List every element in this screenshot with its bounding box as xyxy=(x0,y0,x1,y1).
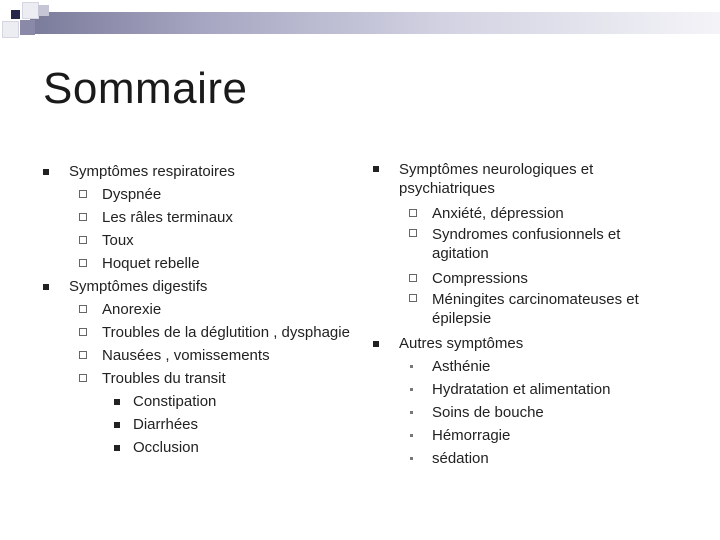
dot-bullet-icon xyxy=(410,434,413,437)
list-item: Hémorragie xyxy=(372,424,672,447)
sub-list-item: Diarrhées xyxy=(42,413,352,436)
hollow-square-bullet-icon xyxy=(79,213,87,221)
square-bullet-icon xyxy=(114,445,120,451)
list-item: Méningites carcinomateuses et épilepsie xyxy=(372,290,672,328)
dot-bullet-icon xyxy=(410,457,413,460)
section-heading: Symptômes neurologiques et psychiatriques xyxy=(372,160,672,198)
list-item: sédation xyxy=(372,447,672,470)
slide-title: Sommaire xyxy=(43,64,248,113)
square-bullet-icon xyxy=(43,169,49,175)
list-item: Asthénie xyxy=(372,355,672,378)
square-bullet-icon xyxy=(114,422,120,428)
list-item: Troubles du transit xyxy=(42,367,352,390)
decorative-square xyxy=(20,20,35,35)
hollow-square-bullet-icon xyxy=(409,274,417,282)
hollow-square-bullet-icon xyxy=(79,190,87,198)
sub-list-item: Occlusion xyxy=(42,436,352,459)
hollow-square-bullet-icon xyxy=(79,351,87,359)
square-bullet-icon xyxy=(373,341,379,347)
section-heading: Symptômes respiratoires xyxy=(42,160,352,183)
list-item: Les râles terminaux xyxy=(42,206,352,229)
hollow-square-bullet-icon xyxy=(79,328,87,336)
list-item: Troubles de la déglutition , dysphagie xyxy=(42,321,352,344)
list-item: Soins de bouche xyxy=(372,401,672,424)
list-item: Anxiété, dépression xyxy=(372,202,672,225)
dot-bullet-icon xyxy=(410,388,413,391)
square-bullet-icon xyxy=(114,399,120,405)
left-column xyxy=(42,160,352,459)
hollow-square-bullet-icon xyxy=(79,374,87,382)
section-heading: Autres symptômes xyxy=(372,332,672,355)
list-item: Syndromes confusionnels et agitation xyxy=(372,225,672,263)
decorative-square xyxy=(38,5,49,16)
square-bullet-icon xyxy=(43,284,49,290)
list-item: Anorexie xyxy=(42,298,352,321)
dot-bullet-icon xyxy=(410,365,413,368)
hollow-square-bullet-icon xyxy=(79,305,87,313)
decorative-square xyxy=(2,21,19,38)
sub-list-item: Constipation xyxy=(42,390,352,413)
square-bullet-icon xyxy=(373,166,379,172)
list-item: Toux xyxy=(42,229,352,252)
header-decoration-bar xyxy=(30,12,720,34)
right-column xyxy=(372,160,672,470)
hollow-square-bullet-icon xyxy=(79,259,87,267)
hollow-square-bullet-icon xyxy=(409,294,417,302)
hollow-square-bullet-icon xyxy=(409,229,417,237)
list-item: Hoquet rebelle xyxy=(42,252,352,275)
list-item: Compressions xyxy=(372,267,672,290)
decorative-square xyxy=(11,10,20,19)
hollow-square-bullet-icon xyxy=(409,209,417,217)
dot-bullet-icon xyxy=(410,411,413,414)
decorative-square xyxy=(22,2,39,19)
list-item: Hydratation et alimentation xyxy=(372,378,672,401)
list-item: Dyspnée xyxy=(42,183,352,206)
section-heading: Symptômes digestifs xyxy=(42,275,352,298)
list-item: Nausées , vomissements xyxy=(42,344,352,367)
hollow-square-bullet-icon xyxy=(79,236,87,244)
